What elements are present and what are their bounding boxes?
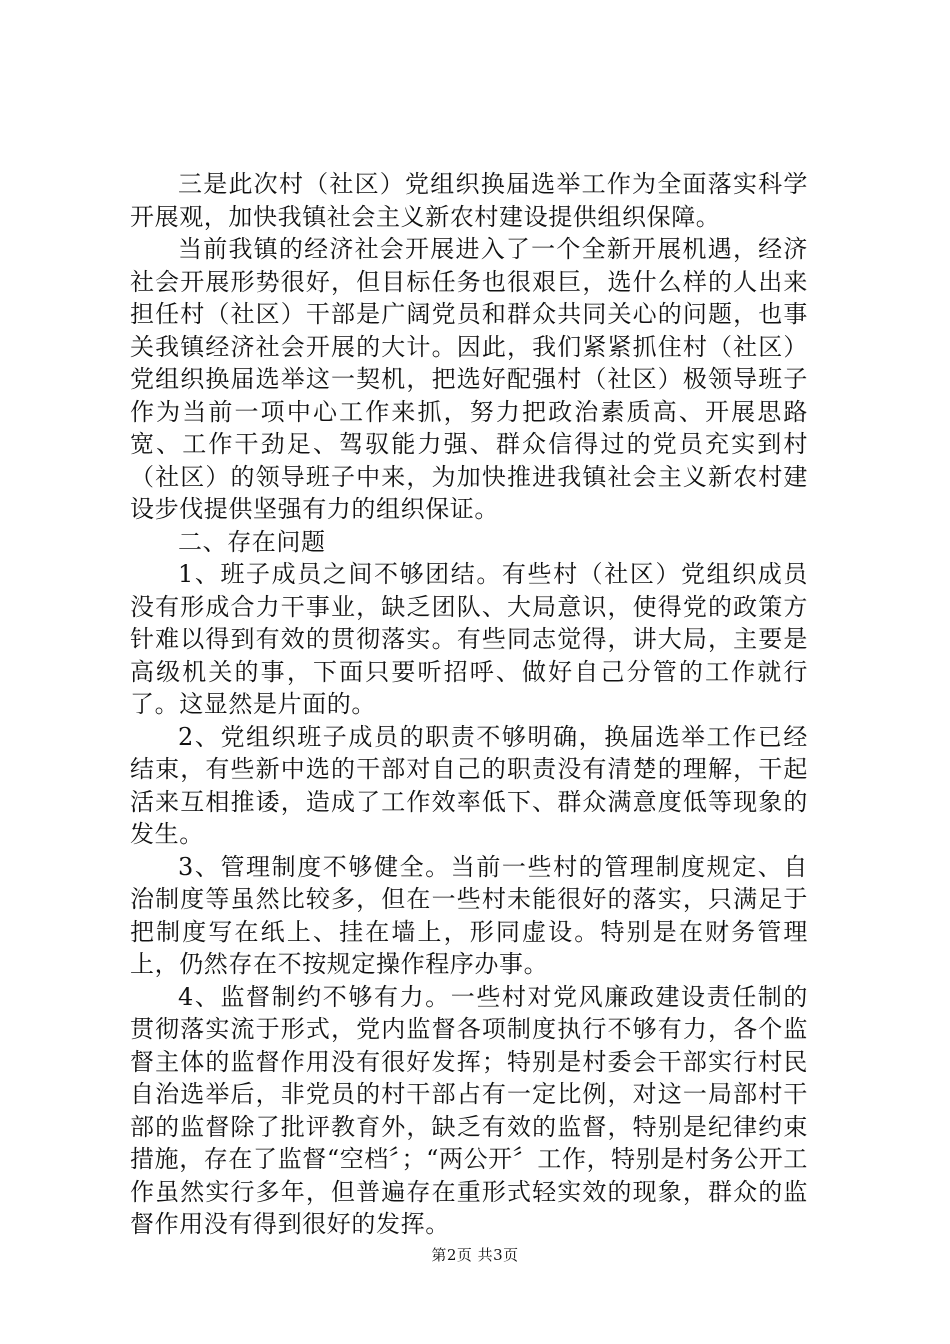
paragraph-problem-3: 3、管理制度不够健全。当前一些村的管理制度规定、自治制度等虽然比较多，但在一些村未能很好的落实，只满足于把制度写在纸上、挂在墙上，形同虚设。特别是在财务管理上，仍然存在不按规定操作程序办事。 bbox=[130, 852, 808, 978]
paragraph-problem-4: 4、监督制约不够有力。一些村对党风廉政建设责任制的贯彻落实流于形式，党内监督各项制度执行不够有力，各个监督主体的监督作用没有很好发挥；特别是村委会干部实行村民自治选举后，非党员的村干部占有一定比例，对这一局部村干部的监督除了批评教育外，缺乏有效的监督，特别是纪律约束措施，存在了监督“空档〞；“两公开〞工作，特别是村务公开工作虽然实行多年，但普遍存在重形式轻实效的现象，群众的监督作用没有得到很好的发挥。 bbox=[130, 982, 808, 1238]
paragraph-economic-development: 当前我镇的经济社会开展进入了一个全新开展机遇，经济社会开展形势很好，但目标任务也很艰巨，选什么样的人出来担任村（社区）干部是广阔党员和群众共同关心的问题，也事关我镇经济社会开展的大计。因此，我们紧紧抓住村（社区）党组织换届选举这一契机，把选好配强村（社区）极领导班子作为当前一项中心工作来抓，努力把政治素质高、开展思路宽、工作干劲足、驾驭能力强、群众信得过的党员充实到村（社区）的领导班子中来，为加快推进我镇社会主义新农村建设步伐提供坚强有力的组织保证。 bbox=[130, 235, 808, 523]
paragraph-problem-2: 2、党组织班子成员的职责不够明确，换届选举工作已经结束，有些新中选的干部对自己的职责没有清楚的理解，干起活来互相推诿，造成了工作效率低下、群众满意度低等现象的发生。 bbox=[130, 722, 808, 848]
paragraph-intro-third-point: 三是此次村（社区）党组织换届选举工作为全面落实科学开展观，加快我镇社会主义新农村建设提供组织保障。 bbox=[130, 170, 808, 231]
page-footer-number: 第2页 共3页 bbox=[431, 1246, 519, 1264]
section-heading-problems: 二、存在问题 bbox=[178, 527, 326, 556]
document-body bbox=[130, 168, 808, 1241]
paragraph-problem-1: 1、班子成员之间不够团结。有些村（社区）党组织成员没有形成合力干事业，缺乏团队、大局意识，使得党的政策方针难以得到有效的贯彻落实。有些同志觉得，讲大局，主要是高级机关的事，下面只要听招呼、做好自己分管的工作就行了。这显然是片面的。 bbox=[130, 560, 808, 718]
